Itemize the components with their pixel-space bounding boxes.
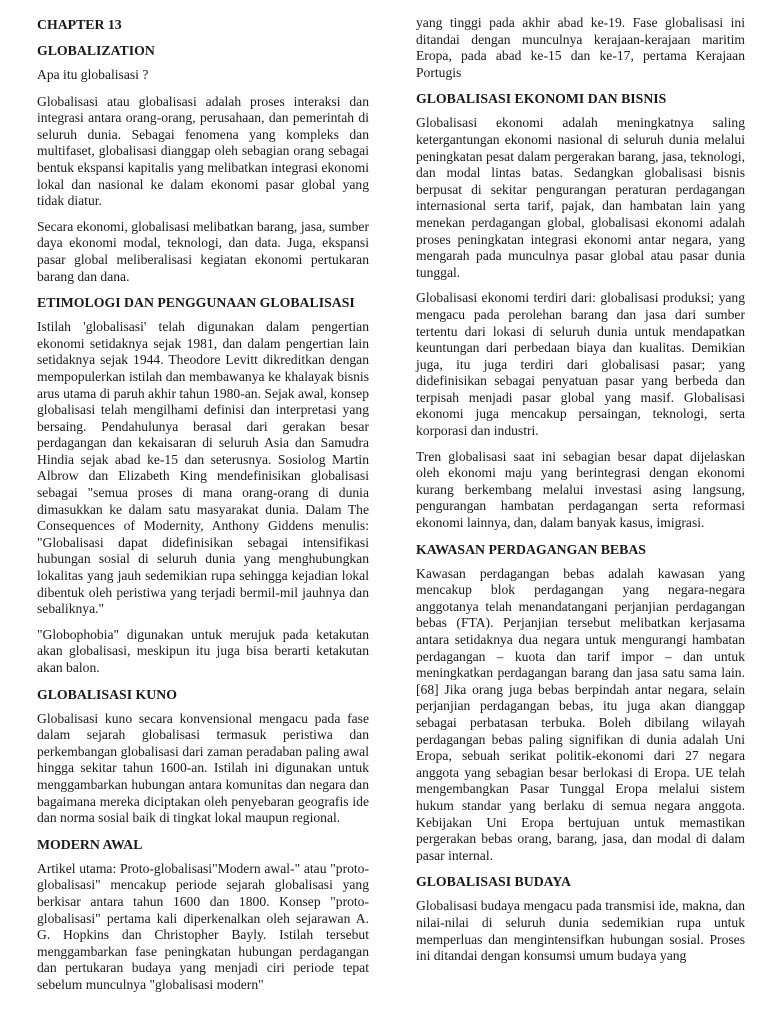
paragraph: Kawasan perdagangan bebas adalah kawasan yang mencakup blok perdagangan yang negara-negara anggotanya telah menandatangani perjanjian perdagangan bebas (FTA). Perjanjian tersebut melibatkan kerjasama antara setidaknya dua negara untuk mengurangi hambatan perdagangan – kuota dan tarif impor – dan untuk meningkatkan perdagangan barang dan jasa satu sama lain.[68] Jika orang juga bebas berpindah antar negara, selain perjanjian perdagangan bebas, itu juga akan dianggap sebagai perbatasan terbuka. Boleh dibilang wilayah perdagangan bebas paling signifikan di dunia adalah Uni Eropa, sebuah serikat politik-ekonomi dari 27 negara anggota yang sebagian besar berlokasi di Eropa. UE telah mengembangkan Pasar Tunggal Eropa melalui sistem hukum standar yang berlaku di semua negara anggota. Kebijakan Uni Eropa bertujuan untuk memastikan pergerakan bebas orang, barang, jasa, dan modal di dalam pasar internal. (416, 565, 745, 863)
left-column (37, 0, 369, 1003)
paragraph: Globalisasi ekonomi terdiri dari: globalisasi produksi; yang mengacu pada perolehan barang dan jasa dari sumber tertentu dari lokasi di seluruh dunia untuk mendapatkan keuntungan dari perbedaan biaya dan kualitas. Demikian juga, itu juga terdiri dari globalisasi pasar; yang didefinisikan sebagai penyatuan pasar yang berbeda dan terpisah menjadi pasar global yang masif. Globalisasi ekonomi juga mencakup persaingan, teknologi, serta korporasi dan industri. (416, 290, 745, 439)
section-heading-modern: MODERN AWAL (37, 836, 143, 852)
paragraph: "Globophobia" digunakan untuk merujuk pada ketakutan akan globalisasi, meskipun itu juga bisa berarti ketakutan akan balon. (37, 626, 369, 675)
paragraph: Tren globalisasi saat ini sebagian besar dapat dijelaskan oleh ekonomi maju yang berintegrasi dengan ekonomi kurang berkembang melalui investasi asing langsung, pengurangan hambatan perdagangan serta reformasi ekonomi lainnya, dan, dalam banyak kasus, imigrasi. (416, 448, 745, 531)
section-heading-budaya: GLOBALISASI BUDAYA (416, 874, 572, 890)
paragraph: Globalisasi kuno secara konvensional mengacu pada fase dalam sejarah globalisasi termasuk peristiwa dan perkembangan globalisasi dari zaman peradaban paling awal hingga sekitar tahun 1600-an. Istilah ini digunakan untuk menggambarkan hubungan antara komunitas dan negara dan bagaimana mereka diciptakan oleh penyebaran geografis ide dan norma sosial baik di tingkat lokal maupun regional. (37, 710, 369, 826)
paragraph: Artikel utama: Proto-globalisasi"Modern awal-" atau "proto-globalisasi" mencakup periode sejarah globalisasi yang berkisar antara tahun 1600 dan 1800. Konsep "proto-globalisasi" pertama kali diperkenalkan oleh sejarawan A. G. Hopkins dan Christopher Bayly. Istilah tersebut menggambarkan fase peningkatan hubungan perdagangan dan pertukaran budaya yang menjadi ciri periode tepat sebelum munculnya "globalisasi modern" (37, 860, 369, 992)
section-heading-ekonomi: GLOBALISASI EKONOMI DAN BISNIS (416, 91, 667, 107)
chapter-label: CHAPTER 13 (37, 17, 122, 32)
paragraph: Globalisasi ekonomi adalah meningkatnya saling ketergantungan ekonomi nasional di seluruh dunia melalui peningkatan pesat dalam pergerakan barang, jasa, teknologi, dan modal lintas batas. Sedangkan globalisasi bisnis berpusat di sekitar pengurangan peraturan perdagangan internasional serta tarif, pajak, dan hambatan lain yang menekan perdagangan global, globalisasi ekonomi adalah proses peningkatan integrasi ekonomi antar negara, yang mengarah pada munculnya pasar global atau pasar dunia tunggal. (416, 115, 745, 280)
paragraph: Secara ekonomi, globalisasi melibatkan barang, jasa, sumber daya ekonomi modal, teknologi, dan data. Juga, ekspansi pasar global meliberalisasi kegiatan ekonomi pertukaran barang dan dana. (37, 218, 369, 284)
section-heading-kuno: GLOBALISASI KUNO (37, 686, 177, 702)
right-column (416, 0, 745, 974)
section-heading-etimologi: ETIMOLOGI DAN PENGGUNAAN GLOBALISASI (37, 295, 355, 311)
paragraph: Istilah 'globalisasi' telah digunakan dalam pengertian ekonomi setidaknya sejak 1981, dan dalam pengertian lain setidaknya sejak 1944. Theodore Levitt dikreditkan dengan mempopulerkan istilah dan membawanya ke khalayak bisnis arus utama di paruh akhir tahun 1980-an. Sejak awal, konsep globalisasi telah mengilhami definisi dan interpretasi yang bersaing. Pendahulunya berasal dari gerakan besar perdagangan dan kekaisaran di seluruh Asia dan Samudra Hindia sejak abad ke-15 dan seterusnya. Sosiolog Martin Albrow dan Elizabeth King mendefinisikan globalisasi sebagai "semua proses di mana orang-orang di dunia dimasukkan ke dalam satu masyarakat dunia. Dalam The Consequences of Modernity, Anthony Giddens menulis: "Globalisasi dapat didefinisikan sebagai intensifikasi hubungan sosial di seluruh dunia yang menghubungkan lokalitas yang jauh sedemikian rupa sehingga kejadian lokal dibentuk oleh peristiwa yang terjadi bermil-mil jauhnya dan sebaliknya." (37, 319, 369, 617)
paragraph: Globalisasi atau globalisasi adalah proses interaksi dan integrasi antara orang-orang, perusahaan, dan pemerintah di seluruh dunia. Sebagai fenomena yang kompleks dan multifaset, globalisasi dianggap oleh sebagian orang sebagai bentuk ekspansi kapitalis yang melibatkan integrasi ekonomi lokal dan nasional ke dalam ekonomi pasar global yang tidak diatur. (37, 93, 369, 209)
paragraph-continued: yang tinggi pada akhir abad ke-19. Fase globalisasi ini ditandai dengan munculnya kerajaan-kerajaan maritim Eropa, pada abad ke-15 dan ke-17, pertama Kerajaan Portugis (416, 15, 745, 80)
chapter-title: GLOBALIZATION (37, 43, 155, 58)
section-heading-kawasan: KAWASAN PERDAGANGAN BEBAS (416, 541, 646, 557)
paragraph: Globalisasi budaya mengacu pada transmisi ide, makna, dan nilai-nilai di seluruh dunia sedemikian rupa untuk memperluas dan mengintensifkan hubungan sosial. Proses ini ditandai dengan konsumsi umum budaya yang (416, 898, 745, 964)
question-text: Apa itu globalisasi ? (37, 67, 149, 82)
